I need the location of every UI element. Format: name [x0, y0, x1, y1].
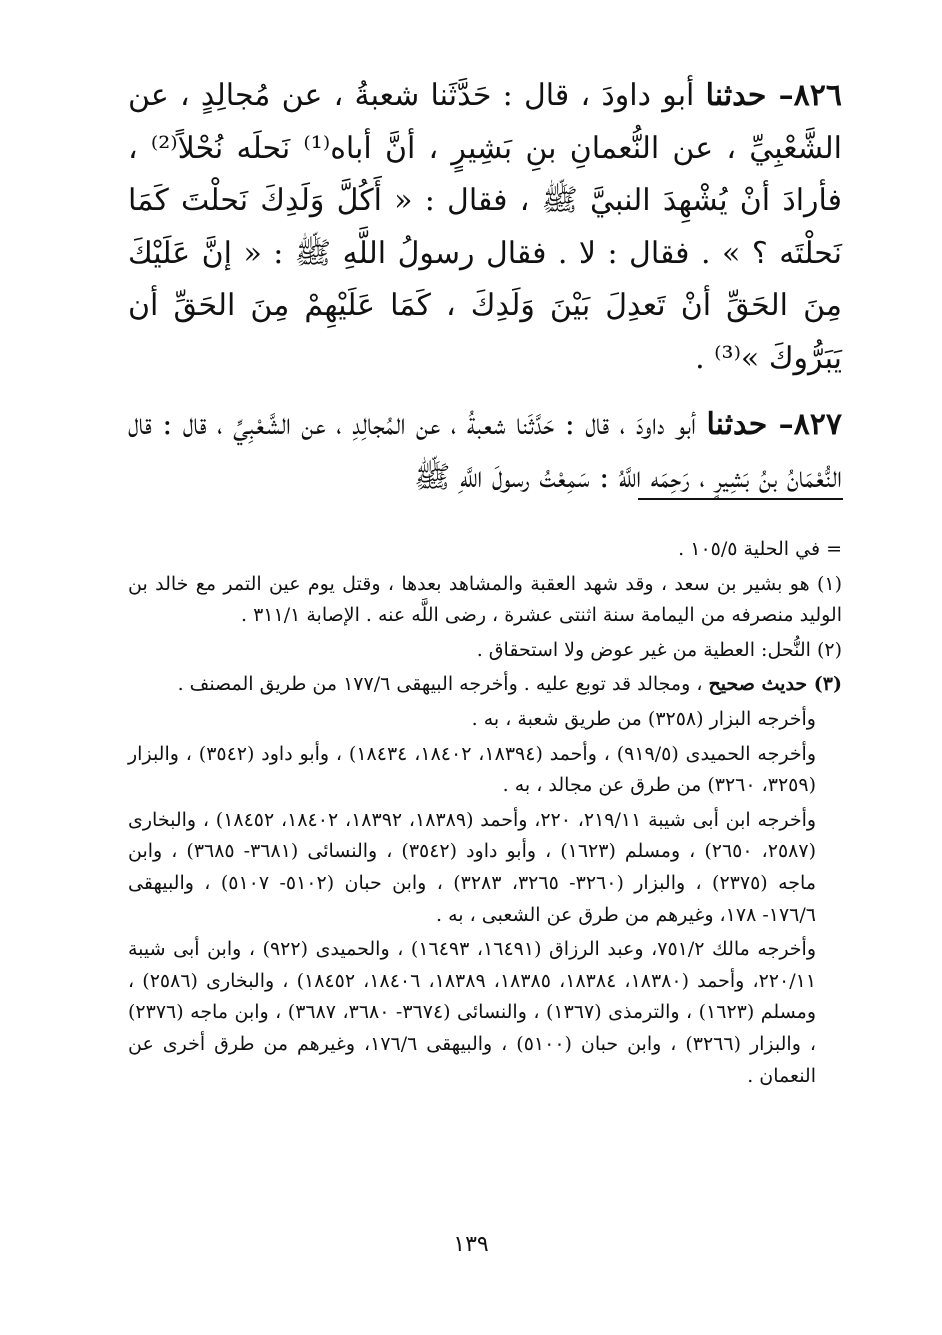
footnote-3-lead: (٣) حديث صحيح — [708, 673, 842, 696]
footnote-3 — [128, 669, 842, 701]
footnote-separator — [638, 498, 843, 500]
footnote-3-source-2: وأخرجه الحميدى (٩١٩/٥) ، وأحمد (١٨٣٩٤، ١٨٤٠٢، ١٨٤٣٤) ، وأبو داود (٣٥٤٢) ، والبزار (٣٢٥٩، ٣٢٦٠) من طرق عن مجالد ، به . — [128, 742, 817, 797]
hadith-body: أبو داودَ ، قال : حَدَّثَنا شعبةُ ، عن مُجالِدٍ ، عن الشَّعْبِيِّ ، عن النُّعمانِ بنِ بَشِيرٍ ، أنَّ أباه⁽¹⁾ نَحلَه نُحْلاً⁽²⁾ ، فأرادَ أنْ يُشْهِدَ النبيَّ ﷺ ، فقال : « أَكُلَّ وَلَدِكَ نَحلْتَ كَمَا نَحلْتَه ؟ » . فقال : لا . فقال رسولُ اللَّهِ ﷺ : « إنَّ عَلَيْكَ مِنَ الحَقِّ أنْ تَعدِلَ بَيْنَ وَلَدِكَ ، كَمَا عَلَيْهِمْ مِنَ الحَقِّ أن يَبَرُّوكَ »⁽³⁾ . — [128, 78, 843, 376]
footnote-1: (١) هو بشير بن سعد ، وقد شهد العقبة والمشاهد بعدها ، وقتل يوم عين التمر مع خالد بن الوليد منصرفه من اليمامة سنة اثنتى عشرة ، رضى اللَّه عنه . الإصابة ٣١١/١ . — [128, 572, 842, 627]
hadith-number: ٨٢٦ — [793, 78, 842, 113]
hadith-body: أبو داودَ ، قال : حَدَّثَنا شعبةُ ، عن المُجالِدِ ، عن الشَّعْبِيِّ ، قال : قال النُّعْمَانُ بنُ بَشِيرٍ ، رَحِمَه اللَّهُ : سَمِعْتُ رسولَ اللَّهِ ﷺ — [128, 407, 842, 495]
hadith-827: ٨٢٧– حدثنا أبو داودَ ، قال : حَدَّثَنا شعبةُ ، عن المُجالِدِ ، عن الشَّعْبِيِّ ، قال : قال النُّعْمَانُ بنُ بَشِيرٍ ، رَحِمَه اللَّهُ : سَمِعْتُ رسولَ اللَّهِ ﷺ — [128, 407, 842, 495]
hadith-text — [128, 70, 842, 518]
page-number: ١٣٩ — [453, 1232, 489, 1257]
hadith-number: ٨٢٧ — [793, 407, 842, 442]
footnote-3-text: ، ومجالد قد توبع عليه . وأخرجه البيهقى ١٧٧/٦ من طريق المصنف . — [177, 673, 709, 696]
hadith-lead: حدثنا — [705, 78, 767, 113]
footnote-2: (٢) النُّحل: العطية من غير عوض ولا استحقاق . — [476, 638, 842, 661]
footnote-3-source-3: وأخرجه ابن أبى شيبة ٢١٩/١١، ٢٢٠، وأحمد (١٨٣٨٩، ١٨٣٩٢، ١٨٤٠٢، ١٨٤٥٢) ، والبخارى (٢٥٨٧، ٢٦٥٠) ، ومسلم (١٦٢٣) ، وأبو داود (٣٥٤٢) ، والنسائى (٣٦٨١- ٣٦٨٥) ، وابن ماجه (٢٣٧٥) ، والبزار (٣٢٦٠- ٣٢٦٥، ٣٢٨٣) ، وابن حبان (٥١٠٢- ٥١٠٧) ، والبيهقى ١٧٦/٦- ١٧٨، وغيرهم من طرق عن الشعبى ، به . — [128, 808, 817, 926]
footnotes — [128, 534, 842, 1095]
hadith-lead: حدثنا — [706, 407, 768, 442]
footnote-continuation: = في الحلية ١٠٥/٥ . — [678, 538, 842, 560]
footnote-3-source-1: وأخرجه البزار (٣٢٥٨) من طريق شعبة ، به . — [471, 707, 816, 730]
hadith-826: ٨٢٦– حدثنا أبو داودَ ، قال : حَدَّثَنا شعبةُ ، عن مُجالِدٍ ، عن الشَّعْبِيِّ ، عن النُّعمانِ بنِ بَشِيرٍ ، أنَّ أباه⁽¹⁾ نَحلَه نُحْلاً⁽²⁾ ، فأرادَ أنْ يُشْهِدَ النبيَّ ﷺ ، فقال : « أَكُلَّ وَلَدِكَ نَحلْتَ كَمَا نَحلْتَه ؟ » . فقال : لا . فقال رسولُ اللَّهِ ﷺ : « إنَّ عَلَيْكَ مِنَ الحَقِّ أنْ تَعدِلَ بَيْنَ وَلَدِكَ ، كَمَا عَلَيْهِمْ مِنَ الحَقِّ أن يَبَرُّوكَ »⁽³⁾ . — [128, 78, 843, 376]
footnote-3-source-4: وأخرجه مالك ٧٥١/٢، وعبد الرزاق (١٦٤٩١، ١٦٤٩٣) ، والحميدى (٩٢٢) ، وابن أبى شيبة ٢٢٠/١١، وأحمد (١٨٣٨٠، ١٨٣٨٤، ١٨٣٨٥، ١٨٣٨٩، ١٨٤٠٦، ١٨٤٥٢) ، والبخارى (٢٥٨٦) ، ومسلم (١٦٢٣) ، والترمذى (١٣٦٧) ، والنسائى (٣٦٧٤- ٣٦٨٠، ٣٦٨٧) ، وابن ماجه (٢٣٧٦) ، والبزار (٣٢٦٦) ، وابن حبان (٥١٠٠) ، والبيهقى ١٧٦/٦، وغيرهم من طرق أخرى عن النعمان . — [128, 938, 817, 1087]
